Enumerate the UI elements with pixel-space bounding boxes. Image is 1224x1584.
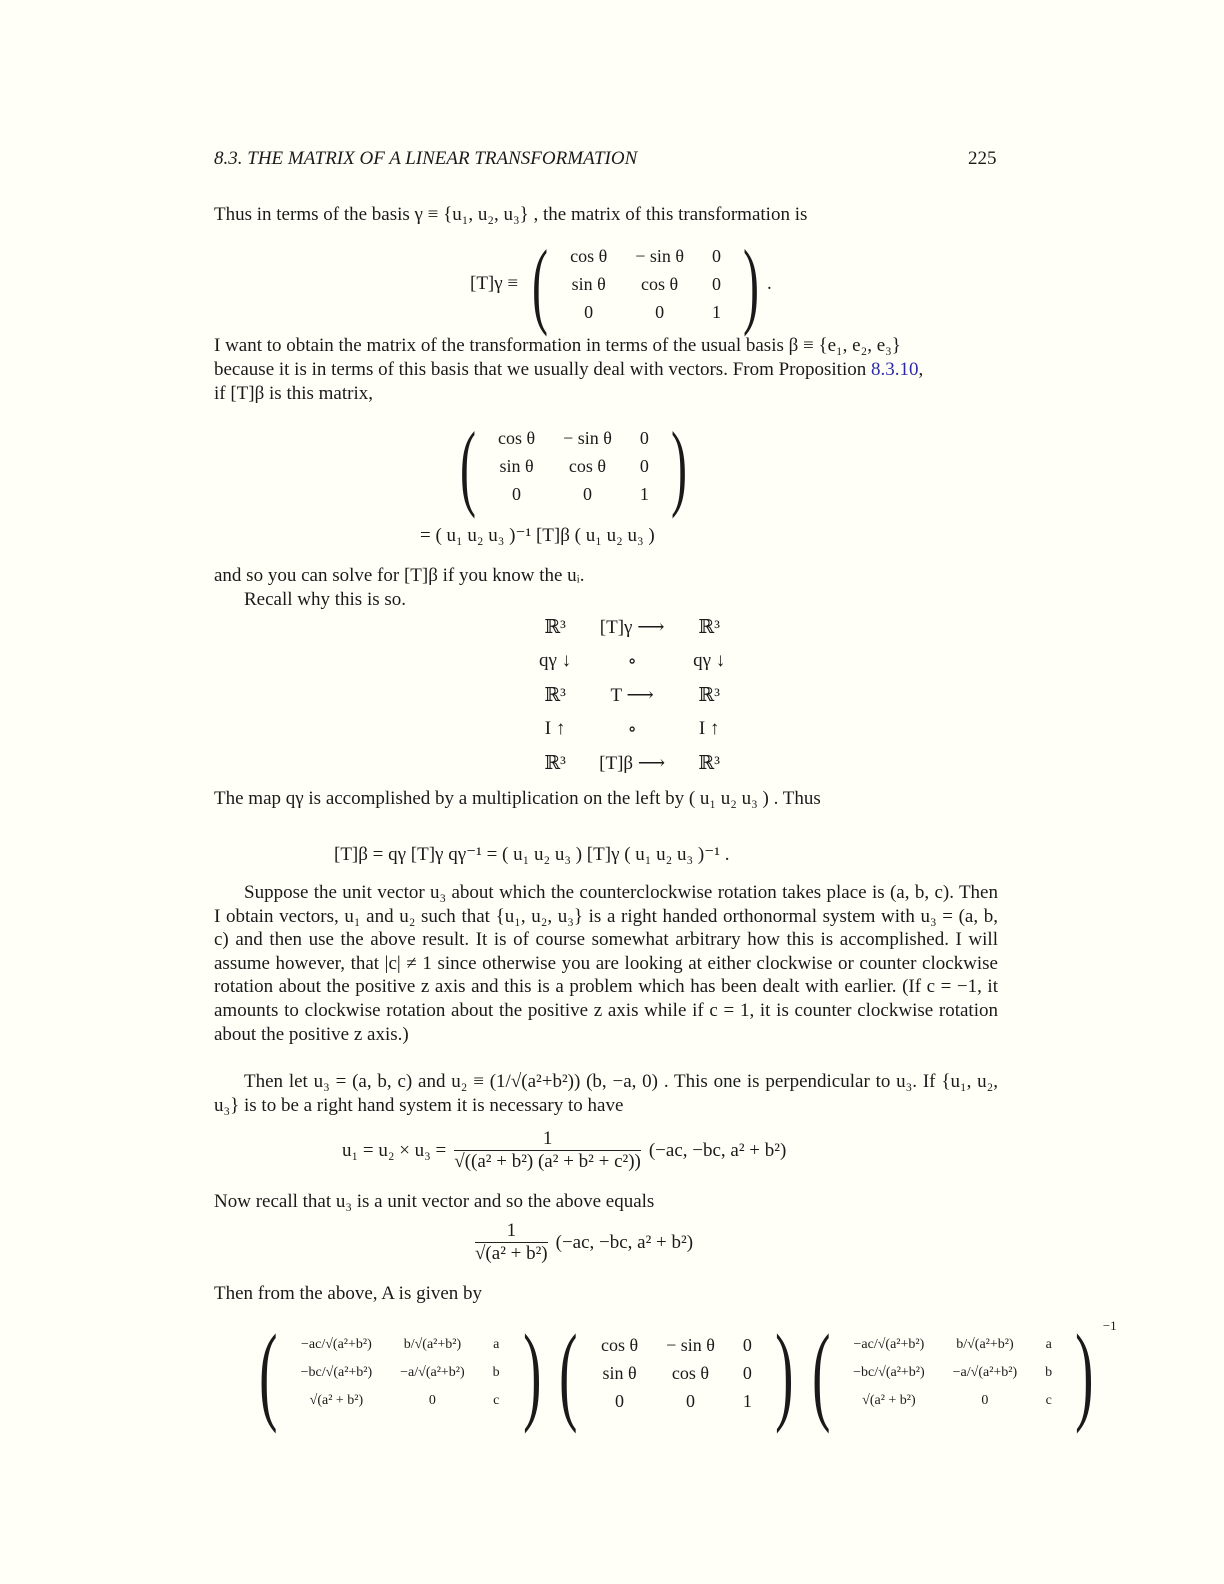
matrix-entry: cos θ: [568, 455, 607, 476]
paragraph: Thus in terms of the basis γ ≡ {u₁, u₂, u₃} , the matrix of this transformation is: [214, 204, 808, 225]
matrix-entry: 0: [655, 301, 665, 322]
matrix-row: [484, 452, 663, 480]
matrix-row: [525, 610, 739, 644]
matrix: [484, 424, 663, 508]
matrix-entry: 0: [639, 427, 649, 448]
matrix-entry: [T]γ ⟶: [599, 616, 665, 638]
vector: (−ac, −bc, a² + b²): [555, 1231, 694, 1253]
equation-u1: [342, 1128, 786, 1173]
matrix-entry: − sin θ: [563, 427, 612, 448]
matrix-row: [839, 1359, 1066, 1387]
matrix-entry: sin θ: [499, 455, 534, 476]
matrix-entry: T ⟶: [610, 684, 654, 706]
matrix-entry: I ↑: [698, 718, 720, 739]
matrix-row: [839, 1387, 1066, 1415]
matrix-entry: b: [492, 1365, 500, 1380]
matrix-entry: c: [1045, 1393, 1052, 1408]
matrix: [556, 242, 735, 326]
equation-simplified: [475, 1220, 693, 1265]
denominator: √((a² + b²) (a² + b² + c²)): [454, 1151, 641, 1172]
paragraph: The map qγ is accomplished by a multiplication on the left by ( u₁ u₂ u₃ ) . Thus: [214, 788, 821, 809]
matrix-entry: cos θ: [671, 1362, 710, 1383]
commutative-diagram: [525, 610, 739, 780]
matrix-entry: 0: [685, 1390, 695, 1411]
matrix-left: [287, 1331, 514, 1415]
matrix-row: [525, 712, 739, 746]
matrix-entry: − sin θ: [635, 245, 684, 266]
matrix-row: [556, 270, 735, 298]
matrix-entry: 0: [981, 1393, 989, 1408]
equation-lhs: u₁ = u₂ × u₃ =: [342, 1139, 447, 1161]
matrix-entry: I ↑: [544, 718, 566, 739]
matrix-row: [587, 1359, 766, 1387]
matrix-entry: 0: [742, 1334, 752, 1355]
matrix-entry: −ac/√(a²+b²): [301, 1337, 372, 1352]
right-paren: ): [670, 412, 687, 519]
matrix-entry: 1: [742, 1390, 752, 1411]
matrix-entry: 0: [512, 483, 522, 504]
matrix-right: [839, 1331, 1066, 1415]
equation-matrix-gamma: [470, 230, 772, 337]
matrix-entry: −a/√(a²+b²): [400, 1365, 465, 1380]
matrix-entry: sin θ: [571, 273, 606, 294]
matrix-row: [556, 298, 735, 326]
fraction: [475, 1220, 548, 1265]
matrix-entry: b: [1045, 1365, 1053, 1380]
matrix-entry: 1: [639, 483, 649, 504]
matrix-entry: 0: [742, 1362, 752, 1383]
matrix-entry: cos θ: [600, 1334, 639, 1355]
matrix-entry: c: [493, 1393, 500, 1408]
right-paren: ): [742, 230, 759, 337]
matrix-entry: cos θ: [497, 427, 536, 448]
matrix-row: [525, 644, 739, 678]
matrix-entry: 0: [615, 1390, 625, 1411]
paragraph: Then from the above, A is given by: [214, 1283, 483, 1304]
matrix-entry: √(a² + b²): [309, 1393, 364, 1408]
matrix-entry: 0: [584, 301, 594, 322]
paragraph: Suppose the unit vector u₃ about which the counterclockwise rotation takes place is (a, b, c). Then I obtain vectors, u₁ and u₂ such that {u₁, u₂, u₃} is a right handed orthonormal system with u₃ = (a, b, c) and then use the above result. It is of course somewhat arbitrary how this is accomplished. I will assume however, that |c| ≠ 1 since otherwise you are looking at either clockwise or counter clockwise rotation about the positive z axis and this is a problem which has been dealt with earlier. (If c = −1, it amounts to clockwise rotation about the positive z axis while if c = 1, it is counter clockwise rotation about the positive z axis.): [214, 882, 998, 1045]
matrix-row: [525, 746, 739, 780]
matrix-entry: ℝ³: [698, 684, 720, 706]
matrix-entry: 0: [712, 245, 721, 266]
numerator: 1: [475, 1220, 548, 1243]
matrix-entry: ℝ³: [698, 752, 720, 774]
text: because it is in terms of this basis that we usually deal with vectors. From Proposition: [214, 359, 871, 380]
vector: (−ac, −bc, a² + b²): [648, 1139, 787, 1161]
paragraph: Recall why this is so.: [244, 589, 407, 610]
equation-matrix-beta: [452, 412, 695, 519]
matrix-row: [525, 678, 739, 712]
paragraph: and so you can solve for [T]β if you know the uᵢ.: [214, 565, 585, 586]
matrix-entry: ℝ³: [544, 752, 566, 774]
inverse-exponent: −1: [1102, 1318, 1117, 1333]
matrix-entry: −bc/√(a²+b²): [853, 1365, 925, 1380]
matrix-row: [587, 1331, 766, 1359]
matrix-entry: cos θ: [641, 273, 679, 294]
matrix-entry: 1: [712, 301, 721, 322]
matrix-entry: ∘: [627, 718, 637, 740]
matrix-entry: sin θ: [602, 1362, 637, 1383]
numerator: 1: [454, 1128, 641, 1151]
running-header: 8.3. THE MATRIX OF A LINEAR TRANSFORMATION: [214, 148, 638, 169]
matrix-entry: qγ ↓: [693, 650, 726, 671]
matrix-row: [287, 1359, 514, 1387]
matrix-entry: b/√(a²+b²): [403, 1337, 462, 1352]
paragraph-line: [214, 359, 923, 381]
matrix-entry: a: [1045, 1337, 1052, 1352]
matrix-entry: 0: [582, 483, 592, 504]
matrix-entry: [T]β ⟶: [599, 752, 666, 774]
paragraph: Then let u₃ = (a, b, c) and u₂ ≡ (1/√(a²+b²)) (b, −a, 0) . This one is perpendicular to u₃. If {u₁, u₂, u₃} is to be a right hand system it is necessary to have: [214, 1071, 998, 1116]
matrix-rotation: [587, 1331, 766, 1415]
equation-A: ( −ac/√(a²+b²) b/√(a²+b²) a −bc/√(a²+b²) −a/√(a²+b²) b √(a² + b²) 0 c ) ( cos θ − sin θ 0 sin θ cos θ 0 0 0 1 ) ( −ac/√(a²+b²) b/√(a²+b²) a −bc/√(a²+b²) −a/√(a²+b²) b √(a² + b²) 0 c ) −1: [259, 1312, 1117, 1434]
matrix-entry: √(a² + b²): [862, 1393, 916, 1408]
equation-lhs: [T]γ ≡: [470, 273, 519, 294]
matrix-row: [556, 242, 735, 270]
matrix-entry: −a/√(a²+b²): [952, 1365, 1018, 1380]
equation: [T]β = qγ [T]γ qγ⁻¹ = ( u₁ u₂ u₃ ) [T]γ ( u₁ u₂ u₃ )⁻¹ .: [334, 844, 730, 865]
matrix-row: [287, 1387, 514, 1415]
matrix-entry: ℝ³: [544, 616, 566, 638]
matrix-entry: 0: [639, 455, 649, 476]
denominator: √(a² + b²): [475, 1243, 548, 1264]
matrix-row: [484, 424, 663, 452]
matrix-row: [287, 1331, 514, 1359]
matrix-row: [484, 480, 663, 508]
matrix-entry: −bc/√(a²+b²): [300, 1365, 373, 1380]
matrix-entry: ℝ³: [544, 684, 566, 706]
matrix-entry: 0: [712, 273, 721, 294]
fraction: [454, 1128, 641, 1173]
left-paren: (: [459, 412, 476, 519]
matrix-entry: b/√(a²+b²): [956, 1337, 1014, 1352]
matrix-row: [839, 1331, 1066, 1359]
matrix-entry: qγ ↓: [539, 650, 572, 671]
paragraph-line: if [T]β is this matrix,: [214, 383, 374, 404]
paragraph: Now recall that u₃ is a unit vector and so the above equals: [214, 1191, 655, 1212]
page-number: 225: [968, 148, 997, 169]
proposition-link[interactable]: 8.3.10: [871, 359, 919, 380]
equation-rhs: = ( u₁ u₂ u₃ )⁻¹ [T]β ( u₁ u₂ u₃ ): [420, 525, 655, 546]
matrix-entry: ∘: [627, 650, 637, 672]
matrix-entry: cos θ: [570, 245, 608, 266]
paragraph-line: I want to obtain the matrix of the transformation in terms of the usual basis β ≡ {e₁, e₂, e₃}: [214, 335, 901, 356]
matrix-entry: − sin θ: [666, 1334, 715, 1355]
matrix-row: [587, 1387, 766, 1415]
text: ,: [918, 359, 924, 380]
matrix-entry: −ac/√(a²+b²): [853, 1337, 925, 1352]
left-paren: (: [532, 230, 549, 337]
matrix-entry: ℝ³: [698, 616, 720, 638]
period: .: [766, 273, 772, 294]
matrix-entry: 0: [428, 1393, 436, 1408]
matrix-entry: a: [493, 1337, 500, 1352]
